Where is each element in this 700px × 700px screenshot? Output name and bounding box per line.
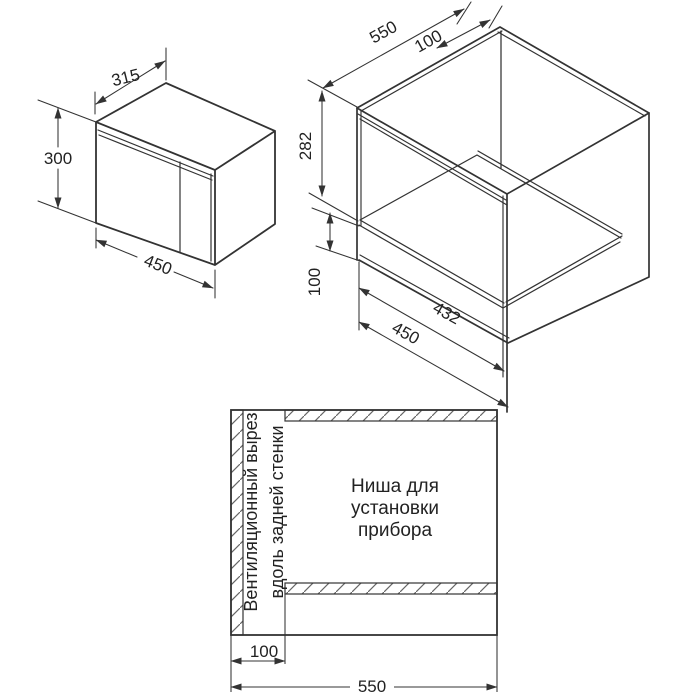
microwave-depth-value: 315	[109, 65, 142, 91]
plan-vent-label-line1: Вентиляционный вырез	[241, 412, 261, 612]
microwave-width-value: 450	[141, 250, 175, 279]
niche-inner-width-value: 432	[429, 298, 464, 329]
niche-vent-gap-value: 100	[411, 26, 446, 57]
plan-middle-wall-strip	[285, 583, 497, 594]
plan-top-wall-strip	[285, 410, 497, 421]
plan-depth-value: 550	[357, 677, 387, 696]
niche-width-value: 450	[388, 318, 423, 349]
niche-height-value: 282	[296, 131, 315, 161]
microwave-height-value: 300	[43, 149, 73, 168]
niche-base-gap-value: 100	[305, 267, 324, 297]
plan-niche-label-line2: установки	[351, 498, 439, 519]
plan-vent-width-value: 100	[249, 642, 279, 661]
plan-vent-label-line2: вдоль задней стенки	[267, 425, 287, 599]
plan-niche-label-line3: прибора	[357, 520, 433, 541]
plan-niche-label-line1: Ниша для	[351, 476, 439, 497]
niche-depth-value: 550	[366, 17, 401, 48]
